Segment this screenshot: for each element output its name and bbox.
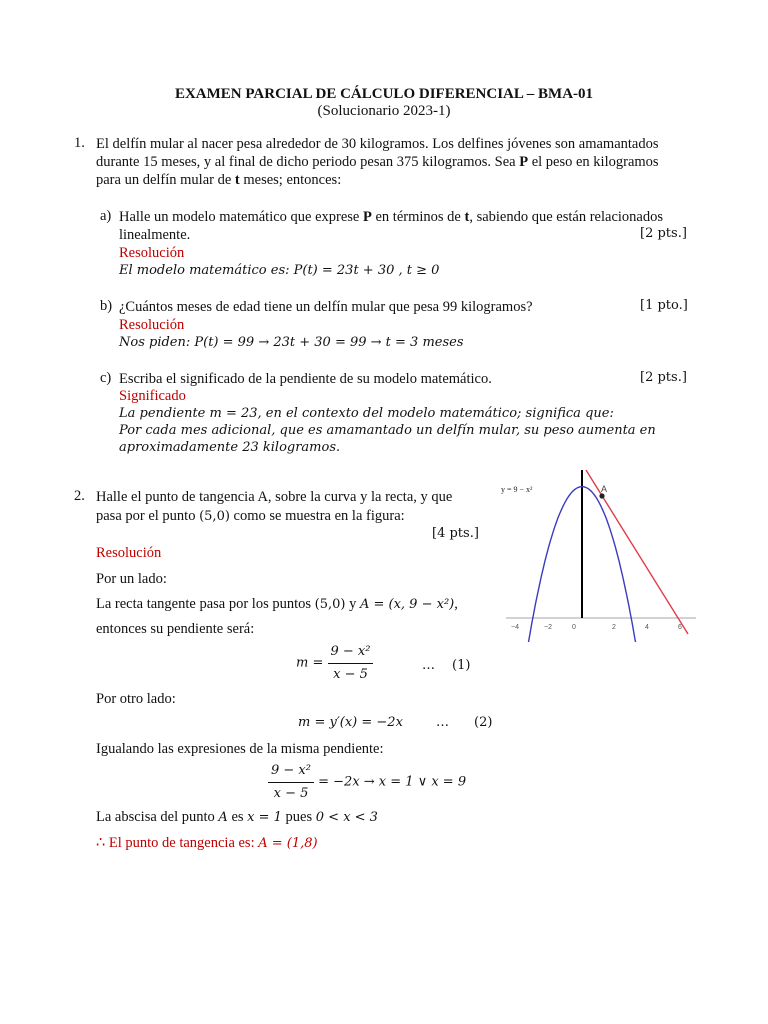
q1-var-t: t [234,172,240,188]
q2-text: como se muestra en la figura: [229,508,405,524]
q1a-points: [2 pts.] [640,226,687,241]
q2-eq1-tag: (1) [452,658,471,673]
q1-statement-line2 [96,153,659,171]
q2-tangency-point: A = (1,8) [258,836,318,851]
curve-equation-label: y = 9 − x² [501,485,533,494]
q2-statement-line1: Halle el punto de tangencia A, sobre la curva y la recta, y que [96,489,453,505]
q2-eq2: m = y′(x) = −2x [298,715,403,730]
q1b-answer: Nos piden: P(t) = 99 → 23t + 30 = 99 → t = 3 meses [119,335,464,350]
q2-text: La abscisa del punto [96,809,219,825]
q2-eq2-dots: … [436,715,449,730]
q1-text: el peso en kilogramos [528,154,659,170]
q1-number: 1. [74,135,85,151]
q2-eq3-denominator: x − 5 [273,786,309,801]
q2-tangent-line [96,595,458,614]
q2-por-un-lado: Por un lado: [96,571,167,587]
q1c-meaning-line3: aproximadamente 23 kilogramos. [119,440,341,455]
q2-eq1-fraction [328,643,374,684]
q1a-text: Halle un modelo matemático que exprese [119,209,363,225]
q2-text: , [454,596,458,612]
tick-label: 6 [678,624,682,631]
q2-eq1-dots: … [422,658,435,673]
q1a-label: a) [100,208,112,224]
q1-statement-line3 [96,171,341,189]
q1c-heading: Significado [119,388,186,404]
q2-eq3-numerator: 9 − x² [268,762,314,783]
q1b-statement: ¿Cuántos meses de edad tiene un delfín mular que pesa 99 kilogramos? [119,299,533,315]
q2-x-value: x = 1 [247,810,282,825]
q2-text: pues [281,809,316,825]
q2-point: (5,0) [199,509,230,524]
q2-number: 2. [74,488,85,504]
point-a-label: A [601,484,608,494]
tick-label: −4 [511,624,519,631]
q2-eq1-lhs: m = [296,655,324,671]
q2-points: [4 pts.] [432,526,479,541]
q2-eq1 [296,643,373,684]
q2-conclusion-text: ∴ El punto de tangencia es: [96,835,259,851]
tick-label: −2 [544,624,552,631]
q2-text: La recta tangente pasa por los puntos [96,596,315,612]
q1b-label: b) [100,298,113,314]
q2-text: es [227,809,248,825]
q1c-label: c) [100,370,112,386]
q1b-points: [1 pto.] [640,298,688,313]
q2-interval: 0 < x < 3 [315,810,378,825]
q1b-heading: Resolución [119,317,185,333]
exam-title: EXAMEN PARCIAL DE CÁLCULO DIFERENCIAL – BMA-01 [174,86,594,102]
q2-abscisa [96,808,378,827]
q1-var-p: P [519,154,529,170]
q1a-var: P [363,209,372,225]
q2-eq3-rhs: = −2x → x = 1 ∨ x = 9 [318,774,467,790]
q1a-text: , sabiendo que están relacionados [469,209,663,225]
q1-statement-line1 [96,135,659,153]
tick-label: 0 [572,624,576,631]
q2-heading: Resolución [96,545,162,561]
q2-var-a: A [218,810,228,825]
q1c-meaning-line1: La pendiente m = 23, en el contexto del modelo matemático; significa que: [119,406,614,421]
q2-eq2-tag: (2) [474,715,493,730]
q1a-heading: Resolución [119,245,185,261]
q1-text: para un delfín mular de [96,172,235,188]
q2-por-otro-lado: Por otro lado: [96,691,176,707]
q2-point-a: A = (x, 9 − x²) [359,597,455,612]
q2-text: y [345,596,360,612]
q2-eq3-fraction [268,762,314,803]
tangent-figure [498,466,700,642]
q1c-meaning-line2: Por cada mes adicional, que es amamantado un delfín mular, su peso aumenta en [119,423,656,438]
q1a-statement-line1 [119,208,663,226]
tangency-point-marker [599,493,604,498]
q2-eq1-denominator: x − 5 [333,667,368,682]
q2-text: pasa por el punto [96,508,200,524]
exam-subtitle: (Solucionario 2023-1) [317,103,451,119]
q2-statement-line2 [96,507,405,526]
q2-slope-intro: entonces su pendiente será: [96,621,255,637]
q1a-statement-line2: linealmente. [119,227,191,243]
q2-eq3 [268,762,466,803]
q1a-answer: El modelo matemático es: P(t) = 23t + 30 , t ≥ 0 [119,263,440,278]
q2-point: (5,0) [314,597,346,612]
tick-label: 2 [612,624,616,631]
q2-conclusion [96,834,318,853]
q1c-points: [2 pts.] [640,370,687,385]
q1c-statement: Escriba el significado de la pendiente de su modelo matemático. [119,371,492,387]
q1a-var: t [464,209,470,225]
q1a-text: en términos de [371,209,465,225]
q2-igualando: Igualando las expresiones de la misma pendiente: [96,741,384,757]
tick-label: 4 [645,624,649,631]
q1-text: El delfín mular al nacer pesa alrededor de 30 kilogramos. Los delfines jóvenes son amamantados [96,136,659,152]
q1-text: durante 15 meses, y al final de dicho periodo pesan 375 kilogramos. Sea [96,154,520,170]
q1-text: meses; entonces: [239,172,342,188]
q2-eq1-numerator: 9 − x² [328,643,374,664]
